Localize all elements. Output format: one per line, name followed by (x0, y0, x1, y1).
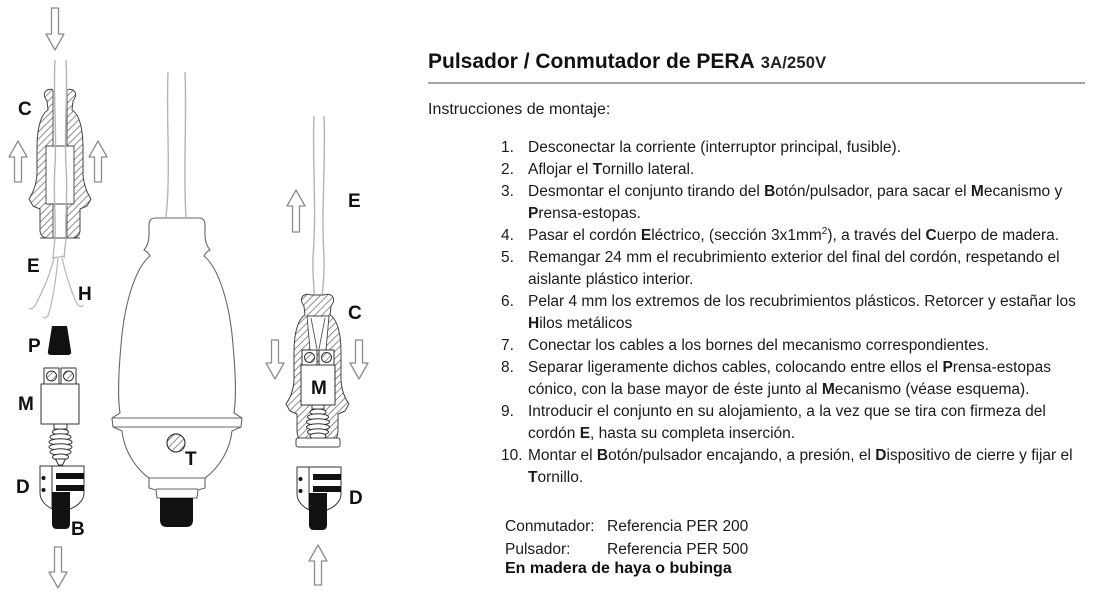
button-part (160, 498, 193, 527)
assembled-view (266, 116, 368, 585)
terminal-screw-icon (47, 371, 57, 381)
step-number: 1. (501, 139, 514, 156)
label-cap: C (18, 99, 32, 120)
terminal-screw-icon (322, 353, 332, 363)
step-number: 6. (501, 293, 514, 310)
page-title (428, 50, 826, 74)
reference-row (505, 515, 748, 538)
step-item (501, 335, 1079, 357)
step-text: Desmontar el conjunto tirando del Botón/pulsador, para sacar el Mecanismo y Prensa-estopas. (528, 183, 1063, 222)
lateral-screw-icon (167, 434, 185, 452)
step-item (501, 445, 1079, 489)
terminal-screw-icon (305, 353, 315, 363)
instructions-heading: Instrucciones de montaje: (428, 101, 611, 118)
step-number: 7. (501, 337, 514, 354)
step-item (501, 181, 1079, 225)
step-number: 10. (501, 447, 523, 464)
label-device: D (16, 477, 30, 498)
reference-value: Referencia PER 200 (607, 518, 749, 535)
step-number: 8. (501, 359, 514, 376)
step-item (501, 225, 1079, 247)
button-plunger-part (52, 492, 70, 529)
mechanism-part (41, 368, 79, 465)
reference-label: Conmutador: (505, 518, 595, 535)
step-number: 4. (501, 227, 514, 244)
wooden-body-part (112, 218, 242, 498)
label-wires: H (78, 284, 92, 305)
hanging-cord (166, 72, 186, 217)
step-text: Desconectar la corriente (interruptor principal, fusible). (528, 139, 902, 156)
arrow-down-icon (49, 547, 67, 588)
reference-row (505, 538, 748, 561)
label-cap: C (348, 303, 362, 324)
assembly-diagram (0, 0, 420, 600)
step-number: 3. (501, 183, 514, 200)
arrow-down-icon (46, 8, 64, 50)
step-item (501, 137, 1079, 159)
step-text: Remangar 24 mm el recubrimiento exterior del final del cordón, respetando el aislante plástico interior. (528, 249, 1060, 288)
step-number: 5. (501, 249, 514, 266)
step-item (501, 357, 1079, 401)
product-title: Pulsador / Conmutador de PERA (428, 50, 755, 73)
label-cord: E (27, 256, 40, 277)
label-cord: E (348, 191, 361, 212)
step-text: Aflojar el Tornillo lateral. (528, 161, 695, 178)
cord-wires (313, 116, 325, 318)
arrow-up-icon (9, 141, 27, 182)
step-text: Pelar 4 mm los extremos de los recubrimientos plásticos. Retorcer y estañar los Hilos metálicos (528, 293, 1076, 332)
gland-cone-part (48, 326, 71, 355)
step-text: Pasar el cordón Eléctrico, (sección $3x1mm^2$), a través del Cuerpo de madera. (528, 225, 1060, 244)
button-plunger-part (309, 493, 327, 530)
step-number: 9. (501, 403, 514, 420)
arrow-down-icon (350, 340, 368, 379)
arrow-up-icon (89, 141, 107, 182)
label-button: B (71, 519, 85, 540)
pear-body-view (112, 72, 242, 527)
step-text: Conectar los cables a los bornes del mecanismo correspondientes. (528, 337, 989, 354)
title-divider (428, 82, 1085, 84)
reference-value: Referencia PER 500 (607, 541, 749, 558)
electrical-rating: 3A/250V (760, 54, 827, 72)
step-item (501, 159, 1079, 181)
stripped-cable-end (29, 238, 83, 318)
cord-grip-cap-section (29, 88, 91, 238)
left-exploded-view (9, 8, 107, 588)
reference-list (505, 515, 748, 561)
material-note: En madera de haya o bubinga (505, 560, 732, 577)
step-number: 2. (501, 161, 514, 178)
step-text: Introducir el conjunto en su alojamiento, a la vez que se tira con firmeza del cordón E, hasta su completa inserción. (528, 403, 1046, 442)
terminal-screw-icon (64, 371, 74, 381)
step-text: Separar ligeramente dichos cables, colocando entre ellos el Prensa-estopas cónico, con la base mayor de éste junto al Mecanismo (véase esquema). (528, 359, 1052, 398)
label-screw: T (185, 449, 197, 470)
step-item (501, 401, 1079, 445)
step-item (501, 291, 1079, 335)
closure-device-part (297, 467, 341, 530)
label-mechanism: M (311, 378, 327, 399)
reference-label: Pulsador: (505, 541, 571, 558)
arrow-down-icon (266, 340, 284, 379)
arrow-up-icon (287, 190, 305, 232)
label-mechanism: M (18, 394, 34, 415)
step-text: Montar el Botón/pulsador encajando, a presión, el Dispositivo de cierre y fijar el Tornillo. (528, 447, 1073, 486)
arrow-up-icon (309, 545, 327, 585)
step-item (501, 247, 1079, 291)
label-gland: P (28, 336, 41, 357)
steps-list (501, 137, 1079, 489)
label-device: D (349, 488, 363, 509)
assembled-cap-section (286, 294, 349, 447)
